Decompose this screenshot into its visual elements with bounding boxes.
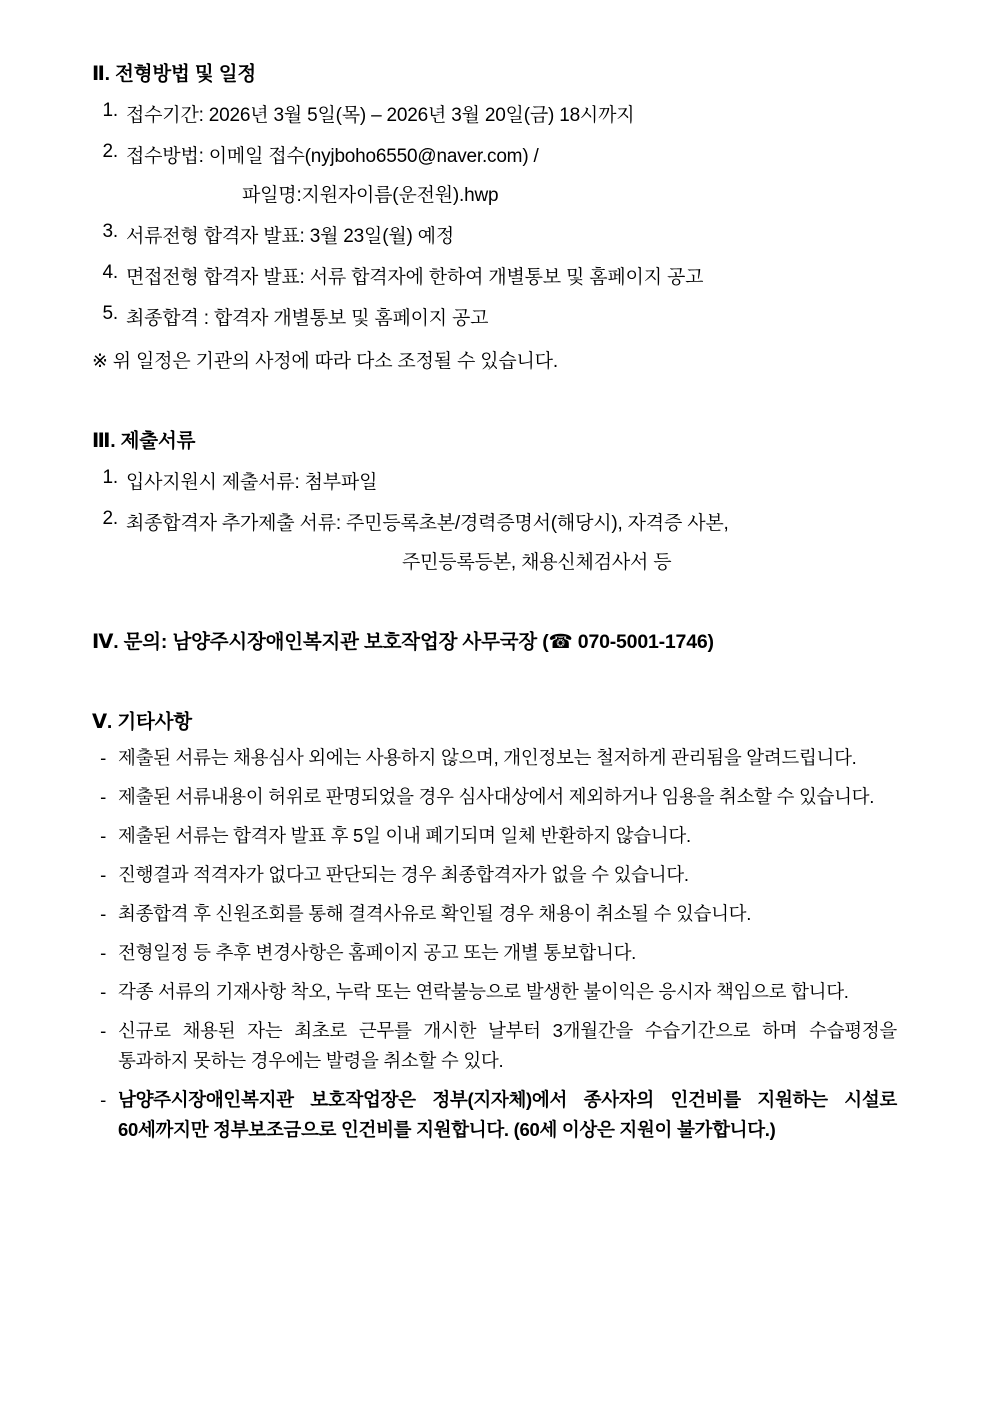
section-3-list [92,467,912,535]
list-item [92,938,897,968]
list-bullet: - [100,980,106,1002]
list-item-text: 입사지원시 제출서류: 첨부파일 [126,472,378,493]
list-item-text: 면접전형 합격자 발표: 서류 합격자에 한하여 개별통보 및 홈페이지 공고 [126,267,704,288]
section-2-filename-line: 파일명:지원자이름(운전원).hwp [242,185,499,206]
list-bullet: - [100,863,106,885]
list-item-text: 최종합격자 추가제출 서류: 주민등록초본/경력증명서(해당시), 자격증 사본, [126,513,729,534]
list-item-text: 제출된 서류는 합격자 발표 후 5일 이내 폐기되며 일체 반환하지 않습니다. [118,824,691,846]
section-2-note: ※ 위 일정은 기관의 사정에 따라 다소 조정될 수 있습니다. [92,351,558,372]
section-contact-4: Ⅳ. 문의: 남양주시장애인복지관 보호작업장 사무국장 (☎ 070-5001-1746) [92,631,714,653]
list-item [92,743,897,773]
list-item [92,860,897,890]
list-item-text: 진행결과 적격자가 없다고 판단되는 경우 최종합격자가 없을 수 있습니다. [118,863,689,885]
list-bullet: - [100,785,106,807]
list-bullet: - [100,747,106,768]
list-number: 2. [102,508,118,529]
list-item [92,467,912,494]
list-number: 2. [102,141,118,162]
list-item [92,977,897,1007]
list-item-text: 남양주시장애인복지관 보호작업장은 정부(지자체)에서 종사자의 인건비를 지원하는 시설로 60세까지만 정부보조금으로 인건비를 지원합니다. (60세 이상은 지원이 불가합니다.) [118,1088,897,1140]
list-number: 5. [102,303,118,324]
list-item [92,1085,897,1145]
section-heading-2: Ⅱ. 전형방법 및 일정 [92,63,256,85]
list-item-text: 접수기간: 2026년 3월 5일(목) – 2026년 3월 20일(금) 18시까지 [126,105,635,126]
list-item [92,508,912,535]
list-item [92,141,912,168]
list-bullet: - [100,941,106,963]
section-2-list [92,100,912,168]
list-bullet: - [100,1088,106,1110]
list-item-text: 최종합격 후 신원조회를 통해 결격사유로 확인될 경우 채용이 취소될 수 있습니다. [118,902,752,924]
document-body [92,58,912,1145]
section-heading-3: Ⅲ. 제출서류 [92,430,196,452]
list-item-text: 신규로 채용된 자는 최초로 근무를 개시한 날부터 3개월간을 수습기간으로 하며 수습평정을 통과하지 못하는 경우에는 발령을 취소할 수 있다. [118,1019,897,1071]
list-item [92,1016,897,1076]
list-item-text: 각종 서류의 기재사항 착오, 누락 또는 연락불능으로 발생한 불이익은 응시자 책임으로 합니다. [118,980,849,1002]
list-item-text: 서류전형 합격자 발표: 3월 23일(월) 예정 [126,226,454,247]
list-item-text: 제출된 서류는 채용심사 외에는 사용하지 않으며, 개인정보는 철저하게 관리됨을 알려드립니다. [118,747,857,768]
list-number: 1. [102,467,118,488]
list-number: 3. [102,221,118,242]
list-item-text: 최종합격 : 합격자 개별통보 및 홈페이지 공고 [126,308,489,329]
section-heading-5: Ⅴ. 기타사항 [92,711,192,733]
list-item-text: 전형일정 등 추후 변경사항은 홈페이지 공고 또는 개별 통보합니다. [118,941,636,963]
section-2-list-cont [92,221,912,330]
section-5-list [92,743,912,1145]
list-number: 4. [102,262,118,283]
list-item [92,821,897,851]
list-bullet: - [100,902,106,924]
list-bullet: - [100,1019,106,1041]
list-item [92,221,912,248]
list-item [92,100,912,127]
list-item [92,303,912,330]
list-item-text: 접수방법: 이메일 접수(nyjboho6550@naver.com) / [126,146,539,167]
list-item-text: 제출된 서류내용이 허위로 판명되었을 경우 심사대상에서 제외하거나 임용을 취소할 수 있습니다. [118,785,875,807]
section-3-additional-docs-line: 주민등록등본, 채용신체검사서 등 [402,552,672,573]
list-bullet: - [100,824,106,846]
list-item [92,899,897,929]
list-item [92,782,897,812]
list-number: 1. [102,100,118,121]
list-item [92,262,912,289]
